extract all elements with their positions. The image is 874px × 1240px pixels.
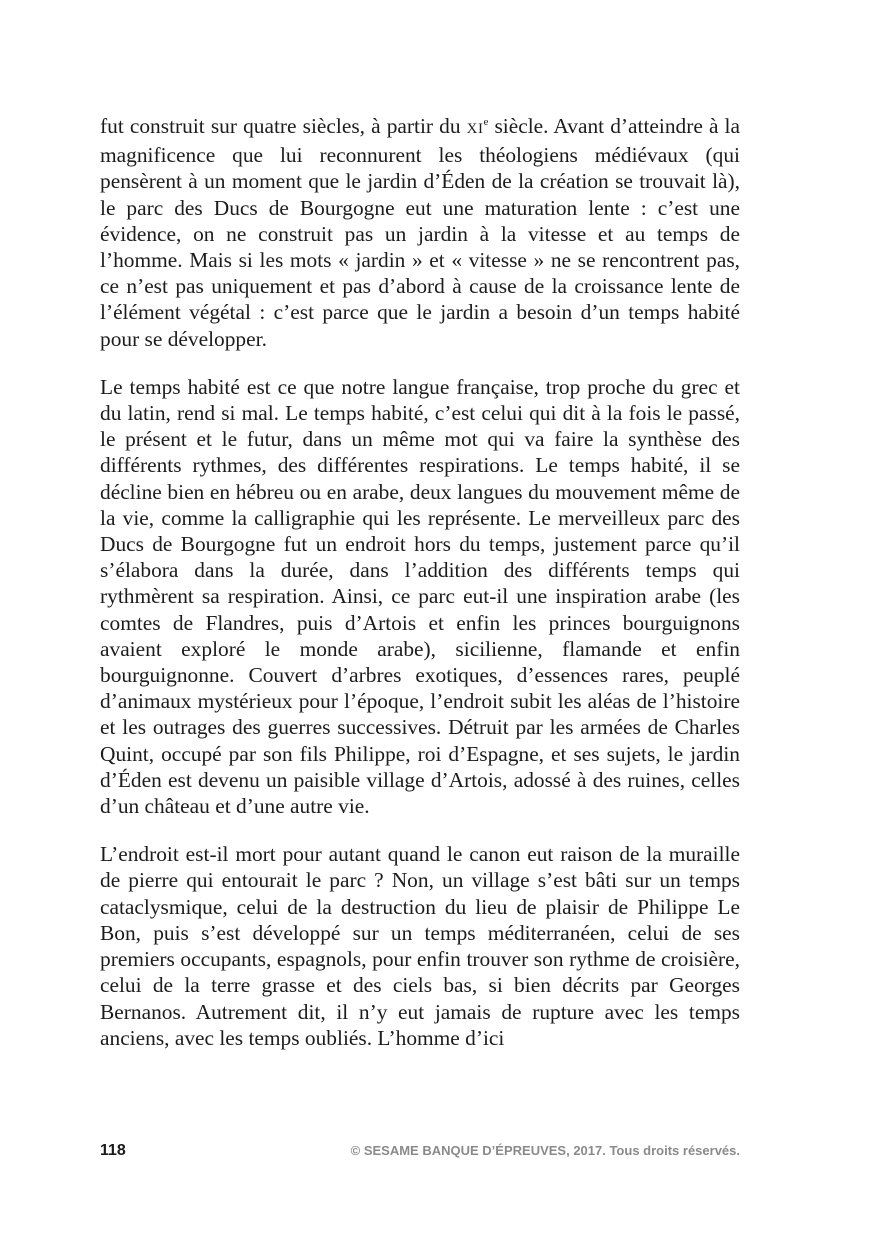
paragraph-3: L’endroit est-il mort pour autant quand le canon eut raison de la muraille de pierre qui entourait le parc ? Non, un village s’est bâti sur un temps cataclysmique, celui de la destruction du lieu de plaisir de Philippe Le Bon, puis s’est développé sur un temps méditerranéen, celui de ses premiers occupants, espagnols, pour enfin trouver son rythme de croisière, celui de la terre grasse et des ciels bas, si bien décrits par Georges Bernanos. Autrement dit, il n’y eut jamais de rupture avec les temps anciens, avec les temps oubliés. L’homme d’ici	[100, 842, 740, 1050]
century-numeral: XI	[466, 121, 484, 137]
paragraph-1	[100, 113, 740, 352]
paragraph-1-start: fut construit sur quatre siècles, à partir du	[100, 114, 467, 138]
page-number: 118	[100, 1142, 126, 1159]
paragraph-1-rest: siècle. Avant d’atteindre à la magnificence que lui reconnurent les théologiens médiévaux (qui pensèrent à un moment que le jardin d’Éden de la création se trouvait là), le parc des Ducs de Bourgogne eut une maturation lente : c’est une évidence, on ne construit pas un jardin à la vitesse et au temps de l’homme. Mais si les mots « jardin » et « vitesse » ne se rencontrent pas, ce n’est pas uniquement et pas d’abord à cause de la croissance lente de l’élément végétal : c’est parce que le jardin a besoin d’un temps habité pour se développer.	[100, 114, 740, 351]
century-suffix: e	[483, 115, 489, 128]
page-footer	[100, 1142, 740, 1160]
paragraph-2: Le temps habité est ce que notre langue française, trop proche du grec et du latin, rend si mal. Le temps habité, c’est celui qui dit à la fois le passé, le présent et le futur, dans un même mot qui va faire la synthèse des différents rythmes, des différentes respirations. Le temps habité, il se décline bien en hébreu ou en arabe, deux langues du mouvement même de la vie, comme la calligraphie qui les représente. Le merveilleux parc des Ducs de Bourgogne fut un endroit hors du temps, justement parce qu’il s’élabora dans la durée, dans l’addition des différents temps qui rythmèrent sa respiration. Ainsi, ce parc eut-il une inspiration arabe (les comtes de Flandres, puis d’Artois et enfin les princes bourguignons avaient exploré le monde arabe), sicilienne, flamande et enfin bourguignonne. Couvert d’arbres exotiques, d’essences rares, peuplé d’animaux mystérieux pour l’époque, l’endroit subit les aléas de l’histoire et les outrages des guerres successives. Détruit par les armées de Charles Quint, occupé par son fils Philippe, roi d’Espagne, et ses sujets, le jardin d’Éden est devenu un paisible village d’Artois, adossé à des ruines, celles d’un château et d’une autre vie.	[100, 374, 740, 819]
page-body	[100, 113, 740, 1073]
copyright-notice: © SESAME BANQUE D’ÉPREUVES, 2017. Tous droits réservés.	[350, 1143, 740, 1158]
